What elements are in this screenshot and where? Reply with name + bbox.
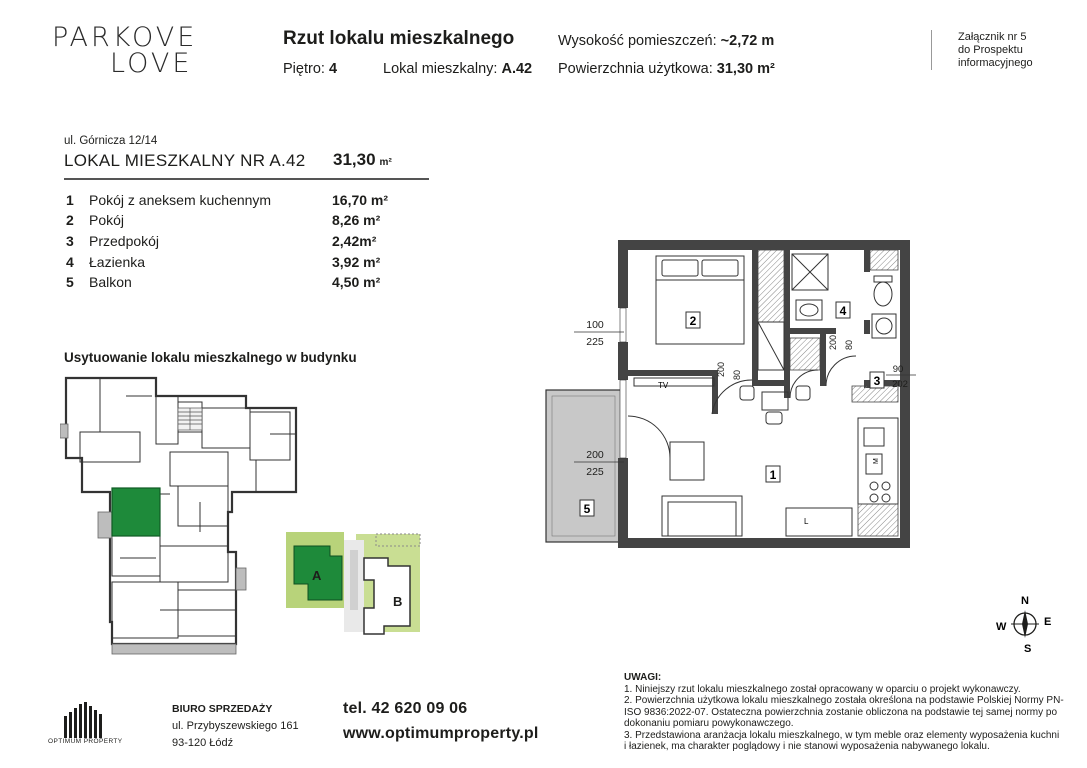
unit-total-area [333, 150, 392, 170]
note-3: 3. Przedstawiona aranżacja lokalu mieszkalnego, w tym meble oraz elementy wyposażenia kuchni i łazienek, ma charakter poglądowy i nie stanowi wyposażenia nabywanego lokalu. [624, 729, 1060, 753]
building-floor-plan [60, 372, 310, 662]
note-1: 1. Niniejszy rzut lokalu mieszkalnego został opracowany w oparciu o projekt wykonawczy. [624, 684, 1021, 695]
door-dim-1: 200 [716, 361, 726, 377]
unit-area-value: 31,30 [333, 150, 376, 169]
room-number: 3 [66, 233, 74, 249]
room-area: 4,50 m² [332, 274, 381, 290]
brand-logo-line2: LOVE [110, 48, 193, 79]
phone-link[interactable]: tel. 42 620 09 06 [343, 700, 468, 717]
site-plan [284, 530, 434, 650]
room-row [64, 212, 424, 232]
unit-info [383, 61, 532, 77]
room-row [64, 192, 424, 212]
compass-icon [992, 592, 1062, 656]
room-area: 3,92 m² [332, 254, 381, 270]
compass-n: N [1021, 595, 1029, 607]
room-row [64, 233, 424, 253]
window1-width: 100 [586, 319, 604, 331]
microwave-label: M [873, 458, 880, 464]
room-area: 2,42m² [332, 233, 377, 249]
door-dim-2: 80 [732, 369, 742, 380]
annex-note [958, 31, 1033, 70]
highlighted-unit [112, 488, 160, 536]
door-dim-4: 80 [844, 339, 854, 350]
website-link[interactable]: www.optimumproperty.pl [343, 725, 539, 742]
compass-w: W [996, 621, 1007, 633]
location-title: Usytuowanie lokalu mieszkalnego w budynku [64, 350, 357, 365]
height-value: ~2,72 m [720, 33, 775, 49]
tv-label: TV [658, 381, 669, 390]
room-number: 4 [66, 254, 74, 270]
door3-height: 202 [892, 379, 908, 390]
window2-height: 225 [586, 466, 604, 478]
annex-line2: do Prospektu [958, 44, 1023, 56]
unit-area-unit: m² [379, 157, 392, 168]
room-number: 5 [66, 274, 74, 290]
annex-divider [931, 30, 932, 70]
area-value: 31,30 m² [716, 61, 775, 77]
room-row [64, 254, 424, 274]
building-b-label: B [393, 594, 403, 609]
notes-title: UWAGI: [624, 672, 662, 683]
room-name: Pokój z aneksem kuchennym [89, 192, 272, 208]
room-name: Pokój [89, 212, 125, 228]
compass-s: S [1024, 643, 1032, 655]
unit-value: A.42 [501, 61, 533, 77]
office-city: 93-120 Łódź [172, 737, 234, 749]
building-a-label: A [312, 568, 322, 583]
office-street: ul. Przybyszewskiego 161 [172, 720, 299, 732]
annex-line1: Załącznik nr 5 [958, 31, 1027, 43]
notes-body [624, 684, 1064, 752]
optimum-logo-icon [64, 702, 104, 738]
unit-label: Lokal mieszkalny: [383, 61, 498, 77]
optimum-logo-text: OPTIMUM PROPERTY [48, 738, 123, 745]
room-name: Balkon [89, 274, 132, 290]
apartment-plan [540, 232, 920, 562]
floor-label: Piętro: [283, 61, 325, 77]
room-label-5: 5 [583, 502, 591, 516]
page-title: Rzut lokalu mieszkalnego [283, 28, 515, 49]
unit-divider [64, 178, 429, 180]
height-label: Wysokość pomieszczeń: [558, 33, 717, 49]
room-row [64, 274, 424, 294]
window1-height: 225 [586, 336, 604, 348]
room-area: 8,26 m² [332, 212, 381, 228]
room-number: 2 [66, 212, 74, 228]
brand-logo-line1: PARKOVE [52, 22, 198, 53]
door3-width: 90 [892, 364, 904, 375]
room-number: 1 [66, 192, 74, 208]
room-label-2: 2 [689, 314, 697, 328]
cabinet-label: L [804, 517, 809, 526]
balcony [546, 390, 621, 542]
door-dim-3: 200 [828, 334, 838, 350]
sales-office-title: BIURO SPRZEDAŻY [172, 703, 273, 715]
note-2: 2. Powierzchnia użytkowa lokalu mieszkalnego została określona na podstawie Polskiej Normy PN-ISO 9836:2022-07. Ostateczna powierzchnia zostanie obliczona na podstawie tej samej normy po dokonaniu pomiaru powykonawczego. [624, 695, 1064, 730]
room-label-1: 1 [769, 468, 777, 482]
floor-info [283, 61, 337, 77]
room-name: Przedpokój [89, 233, 160, 249]
annex-line3: informacyjnego [958, 57, 1033, 69]
floor-value: 4 [328, 61, 338, 77]
room-area: 16,70 m² [332, 192, 389, 208]
room-label-3: 3 [873, 374, 881, 388]
area-label: Powierzchnia użytkowa: [558, 61, 713, 77]
area-info [558, 61, 775, 77]
height-info [558, 33, 774, 49]
unit-title: LOKAL MIESZKALNY NR A.42 [64, 151, 306, 170]
compass-e: E [1044, 616, 1052, 628]
room-label-4: 4 [839, 304, 847, 318]
room-name: Łazienka [89, 254, 146, 270]
unit-address: ul. Górnicza 12/14 [64, 135, 158, 147]
window2-width: 200 [586, 449, 604, 461]
